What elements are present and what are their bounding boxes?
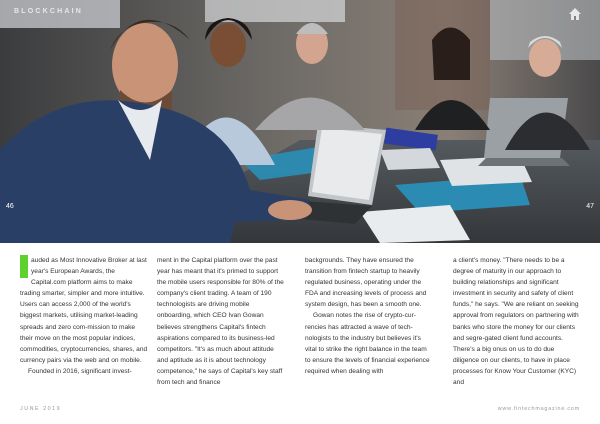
paragraph: a client's money. "There needs to be a degree of maturity in our approach to building relationships and significant investment in security and safety of client funds," he says. "We are reliant on seeking approval from regulators on partnering with banks who store the money for our clients and segre-gated client fund accounts. There's a big onus on us to do due diligence on our clients, to have in place processes for Know Your Customer (KYC) and [453, 257, 579, 387]
page-number-left: 46 [6, 203, 14, 210]
drop-cap [20, 255, 28, 278]
article-column-2 [157, 255, 285, 388]
paragraph: Gowan notes the rise of crypto-cur-rencies has attracted a wave of tech-nologists to the industry but believes it's vital to strike the right balance in the team to ensure the levels of financial experience required when dealing with [305, 312, 430, 375]
home-icon[interactable] [568, 7, 582, 21]
section-label: BLOCKCHAIN [14, 8, 84, 15]
paragraph: ment in the Capital platform over the past year has meant that it's primed to support the mobile users responsible for 80% of the company's client trading. A team of 190 technologists are driving mobile onboarding, which CEO Ivan Gowan believes strengthens Capital's fintech aspirations compared to its business-led competitors. "It's as much about attitude and aptitude as it is about technology competence," he says of Capital's key staff from tech and finance [157, 257, 284, 387]
article-body [0, 243, 600, 424]
page-number-right: 47 [586, 203, 594, 210]
paragraph: auded as Most Innovative Broker at last year's European Awards, the Capital.com platform aims to make trading smarter, simpler and more intuitive. Users can access 2,000 of the world's biggest markets, utilising market-leading spreads and zero com-mission to make their move on the most popular indices, commodities, cryptocurrencies, shares, and currency pairs via the web and on mobile. [20, 257, 148, 364]
paragraph: Founded in 2016, significant invest- [28, 367, 132, 375]
article-column-3 [305, 255, 433, 377]
footer-website-link[interactable]: www.fintechmagazine.com [497, 406, 580, 412]
article-column-4 [453, 255, 581, 388]
paragraph: backgrounds. They have ensured the transition from fintech startup to heavily regulated business, operating under the FDA and increasing levels of process and system design, has been a smooth one. [305, 257, 427, 309]
article-column-1 [20, 255, 148, 377]
footer-date: JUNE 2019 [20, 406, 62, 412]
